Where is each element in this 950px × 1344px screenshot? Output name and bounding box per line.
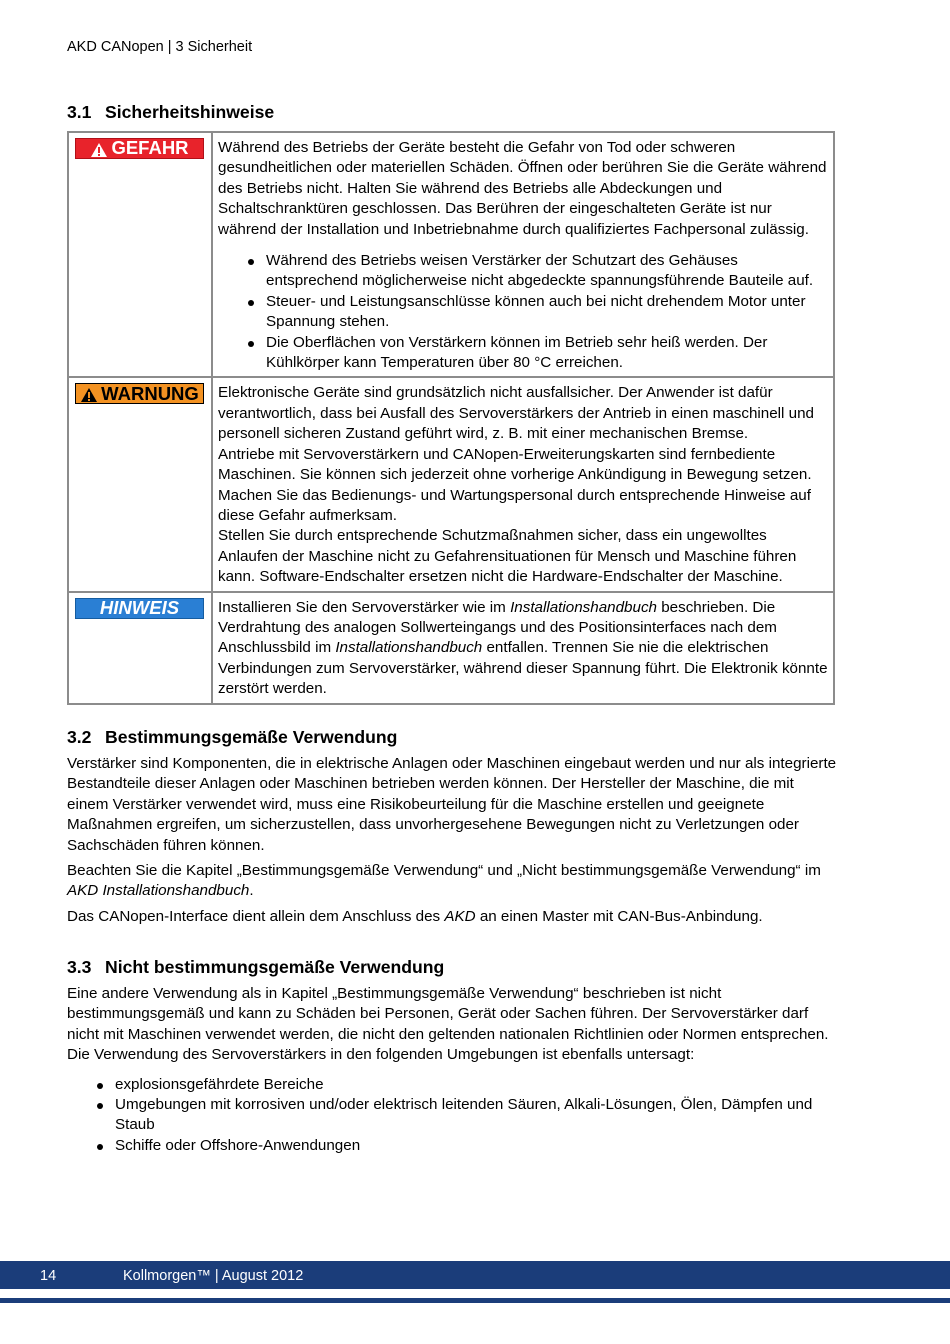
warning-text-2: Antriebe mit Servoverstärkern und CANopen-Erweiterungskarten sind fernbediente Maschinen. Sie können sich jederzeit ohne vorherige Ankündigung in Bewegung setzen. Machen Sie das Bedienungs- und Wartungspersonal durch entsprechende Hinweise auf diese Gefahr aufmerksam.: [218, 445, 812, 524]
list-item: Schiffe oder Offshore-Anwendungen: [115, 1136, 837, 1156]
notice-text-part: Installieren Sie den Servoverstärker wie im: [218, 598, 511, 616]
section-3-3-body: [67, 984, 837, 1156]
list-item: Während des Betriebs weisen Verstärker der Schutzart des Gehäuses entsprechend möglicherweise nicht abgedeckte spannungsführende Bauteile auf.: [266, 251, 829, 292]
warning-text-cell: [212, 377, 834, 591]
prohibited-environments-list: [67, 1075, 837, 1157]
section-number: 3.2: [67, 727, 92, 747]
list-item: Die Oberflächen von Verstärkern können im Betrieb sehr heiß werden. Der Kühlkörper kann Temperaturen über 80 °C erreichen.: [266, 333, 829, 374]
section-title: Nicht bestimmungsgemäße Verwendung: [105, 957, 445, 977]
list-item: explosionsgefährdete Bereiche: [115, 1075, 837, 1095]
text-part: Beachten Sie die Kapitel „Bestimmungsgemäße Verwendung“ und „Nicht bestimmungsgemäße Verwendung“ im: [67, 862, 821, 880]
text-part: .: [249, 882, 254, 900]
footer-divider: [0, 1298, 950, 1303]
notice-row: [68, 592, 834, 704]
section-heading-3-2: [67, 726, 397, 748]
manual-ref: AKD Installationshandbuch: [67, 882, 250, 900]
warning-triangle-icon: [90, 142, 108, 158]
paragraph: Verstärker sind Komponenten, die in elektrische Anlagen oder Maschinen eingebaut werden und nur als integrierte Bestandteile dieser Anlagen oder Maschinen betrieben werden können. Der Hersteller der Maschine, die mit einem Verstärker verwendet wird, muss eine Risikobeurteilung für die Maschine erstellen und geeignete Maßnahmen ergreifen, um sicherzustellen, dass unvorhergesehene Bewegungen nicht zu Verletzungen oder Sachschäden führen können.: [67, 755, 837, 854]
section-number: 3.1: [67, 102, 92, 122]
section-number: 3.3: [67, 957, 92, 977]
warning-badge: [75, 383, 204, 404]
notice-text-cell: [212, 592, 834, 704]
warning-text-1: Elektronische Geräte sind grundsätzlich nicht ausfallsicher. Der Anwender ist dafür verantwortlich, dass bei Ausfall des Servoverstärkers der Antrieb in einen maschinell und personell sicheren Zustand geführt wird, z. B. mit einer mechanischen Bremse.: [218, 384, 814, 443]
paragraph: [67, 861, 837, 902]
notice-label-cell: [68, 592, 212, 704]
notice-label: HINWEIS: [99, 596, 180, 618]
warning-triangle-icon: [80, 387, 98, 403]
paragraph: [67, 907, 837, 927]
product-ref: AKD: [444, 907, 476, 925]
safety-notice-table: [67, 131, 835, 705]
section-title: Bestimmungsgemäße Verwendung: [105, 727, 398, 747]
list-item: Steuer- und Leistungsanschlüsse können auch bei nicht drehendem Motor unter Spannung stehen.: [266, 292, 829, 333]
text-part: Das CANopen-Interface dient allein dem Anschluss des: [67, 907, 445, 925]
page-number: 14: [40, 1268, 57, 1284]
notice-badge: [75, 598, 204, 619]
notice-text-part: beschrieben. Die Verdrahtung des analogen Sollwerteingangs und des Positionsinterfaces nach dem Anschlussbild im: [218, 598, 777, 657]
section-3-2-body: [67, 754, 837, 932]
danger-label: GEFAHR: [111, 137, 189, 159]
warning-row: [68, 377, 834, 591]
list-item: Umgebungen mit korrosiven und/oder elektrisch leitenden Säuren, Alkali-Lösungen, Ölen, Dämpfen und Staub: [115, 1095, 837, 1136]
warning-text-3: Stellen Sie durch entsprechende Schutzmaßnahmen sicher, dass ein ungewolltes Anlaufen der Maschine nicht zu Gefahrensituationen für Mensch und Maschine führen kann. Software-Endschalter ersetzen nicht die Hardware-Endschalter der Maschine.: [218, 527, 797, 586]
running-header: AKD CANopen | 3 Sicherheit: [67, 39, 253, 55]
danger-badge: [75, 138, 204, 159]
text-part: an einen Master mit CAN-Bus-Anbindung.: [475, 907, 763, 925]
warning-label: WARNUNG: [101, 382, 199, 404]
section-heading-3-3: [67, 956, 444, 978]
notice-text: [218, 598, 829, 700]
danger-text: Während des Betriebs der Geräte besteht die Gefahr von Tod oder schweren gesundheitlichen oder materiellen Schäden. Öffnen oder berühren Sie die Geräte während des Betriebs nicht. Halten Sie während des Betriebs alle Abdeckungen und Schaltschranktüren geschlossen. Das Berühren der eingeschalteten Geräte ist nur während der Installation und Inbetriebnahme durch qualifiziertes Fachpersonal zulässig.: [218, 139, 827, 238]
section-heading-3-1: [67, 101, 274, 123]
danger-text-cell: [212, 132, 834, 377]
section-title: Sicherheitshinweise: [105, 102, 275, 122]
page-footer: [0, 1261, 950, 1289]
notice-manual-ref: Installationshandbuch: [510, 598, 657, 616]
footer-brand: Kollmorgen™ | August 2012: [123, 1268, 304, 1284]
notice-text-part: entfallen. Trennen Sie nie die elektrischen Verbindungen zum Servoverstärker, während dieser Spannung führt. Die Elektronik könnte zerstört werden.: [218, 639, 828, 698]
notice-manual-ref: Installationshandbuch: [335, 639, 483, 657]
paragraph: Eine andere Verwendung als in Kapitel „Bestimmungsgemäße Verwendung“ beschrieben ist nicht bestimmungsgemäß und kann zu Schäden bei Personen, Gerät oder Sachen führen. Der Servoverstärker darf nicht mit Maschinen verwendet werden, die nicht den geltenden nationalen Richtlinien oder Normen entsprechen. Die Verwendung des Servoverstärkers in den folgenden Umgebungen ist ebenfalls untersagt:: [67, 985, 829, 1064]
danger-label-cell: [68, 132, 212, 377]
danger-row: [68, 132, 834, 377]
danger-bullet-list: [218, 251, 829, 373]
warning-label-cell: [68, 377, 212, 591]
